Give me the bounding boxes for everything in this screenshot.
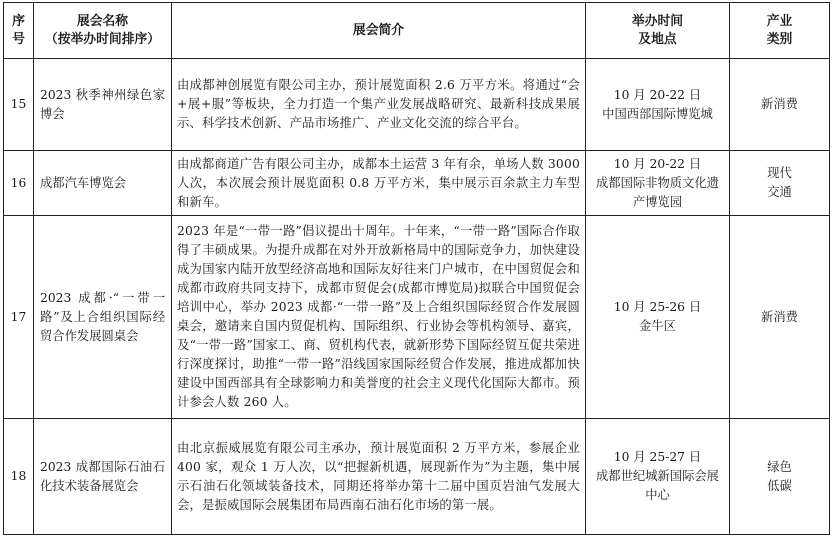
category-label: 新消费 (761, 97, 798, 111)
row-number: 18 (4, 419, 34, 535)
category-label: 新消费 (761, 309, 798, 324)
exhibition-time: 10 月 20-22 日 (613, 87, 702, 102)
header-no: 序 号 (4, 3, 34, 59)
header-row (4, 3, 830, 59)
exhibition-time: 10 月 25-26 日 (613, 300, 702, 314)
header-time-place: 举办时间 及地点 (586, 3, 730, 59)
exhibition-time: 10 月 20-22 日 (613, 156, 702, 171)
exhibition-table-container (3, 2, 830, 535)
table-row (4, 151, 830, 216)
category-cell (730, 59, 830, 151)
exhibition-intro: 由成都神创展览有限公司主办，预计展览面积 2.6 万平方米。将通过“会+展+服”等板块，全力打造一个集产业发展战略研究、最新科技成果展示、科学技术创新、产品市场推广、产业文化交流的综合平台。 (172, 59, 586, 151)
exhibition-name: 成都汽车博览会 (34, 151, 172, 216)
exhibition-place: 成都国际非物质文化遗产博览园 (596, 175, 719, 209)
exhibition-place: 中国西部国际博览城 (602, 106, 713, 121)
exhibition-intro: 由成都商道广告有限公司主办，成都本土运营 3 年有余，单场人数 3000 人次，本次展会预计展览面积 0.8 万平方米，集中展示百余款主力车型和新车。 (172, 151, 586, 216)
category-label: 交通 (767, 185, 792, 199)
category-label: 低碳 (767, 478, 792, 493)
time-place-cell (586, 419, 730, 535)
time-place-cell (586, 216, 730, 419)
exhibition-time: 10 月 25-27 日 (613, 450, 702, 464)
header-name: 展会名称 （按举办时间排序） (34, 3, 172, 59)
category-cell (730, 419, 830, 535)
header-category: 产业 类别 (730, 3, 830, 59)
category-cell (730, 151, 830, 216)
category-label: 现代 (767, 166, 792, 180)
header-intro: 展会简介 (172, 3, 586, 59)
exhibition-place: 成都世纪城新国际会展中心 (596, 469, 719, 502)
exhibition-place: 金牛区 (639, 319, 676, 333)
table-row (4, 419, 830, 535)
row-number: 17 (4, 216, 34, 419)
exhibition-name: 2023 成都·“一带一路”及上合组织国际经贸合作发展圆桌会 (34, 216, 172, 419)
table-row (4, 59, 830, 151)
table-row (4, 216, 830, 419)
time-place-cell (586, 59, 730, 151)
exhibition-intro: 2023 年是“一带一路”倡议提出十周年。十年来，“一带一路”国际合作取得了丰硕成果。为提升成都在对外开放新格局中的国际竞争力，加快建设成为国家内陆开放型经济高地和国际友好往来门户城市，在中国贸促会和成都市政府共同支持下，成都市贸促会(成都市博览局)拟联合中国贸促会培训中心，举办 2023 成都·“一带一路”及上合组织国际经贸合作发展圆桌会，邀请来自国内贸促机构、国际组织、行业协会等机构领导、嘉宾，及“一带一路”国家工、商、贸机构代表，就新形势下国际经贸互促共荣进行深度探讨，助推“一带一路”沿线国家国际经贸合作发展，推进成都加快建设中国西部具有全球影响力和美誉度的社会主义现代化国际大都市。预计参会人数 260 人。 (172, 216, 586, 419)
time-place-cell (586, 151, 730, 216)
category-cell (730, 216, 830, 419)
exhibition-name: 2023 成都国际石油石化技术装备展览会 (34, 419, 172, 535)
exhibition-name: 2023 秋季神州绿色家博会 (34, 59, 172, 151)
row-number: 15 (4, 59, 34, 151)
row-number: 16 (4, 151, 34, 216)
exhibition-table (3, 2, 830, 535)
exhibition-intro: 由北京振威展览有限公司主承办，预计展览面积 2 万平方米，参展企业 400 家，观众 1 万人次，以“把握新机遇，展现新作为”为主题，集中展示石油石化领域装备技术，同期还将举办第十二届中国页岩油气发展大会，是振威国际会展集团布局西南石油石化市场的第一展。 (172, 419, 586, 535)
category-label: 绿色 (767, 459, 792, 474)
